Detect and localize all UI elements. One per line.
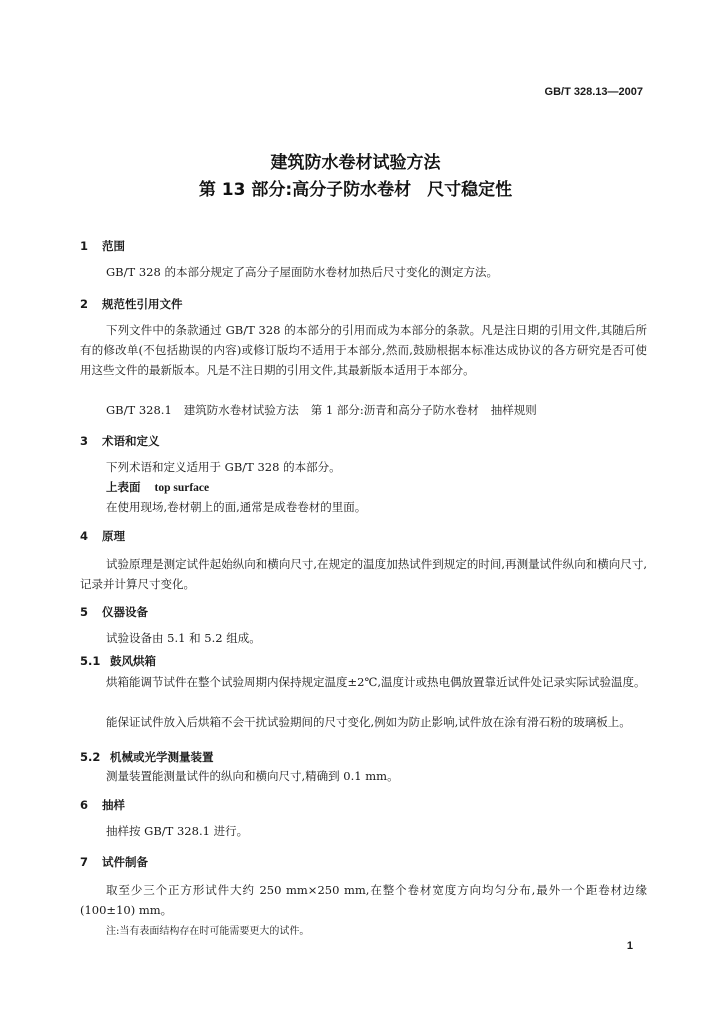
subsection-heading-5-2: 5.2 机械或光学测量装置: [80, 750, 214, 764]
section-2-body: 下列文件中的条款通过 GB/T 328 的本部分的引用而成为本部分的条款。凡是注日期的引用文件,其随后所有的修改单(不包括勘误的内容)或修订版均不适用于本部分,然而,鼓励根据本标准达成协议的各方研究是否可使用这些文件的最新版本。凡是不注日期的引用文件,其最新版本适用于本部分。: [80, 323, 647, 377]
subsection-5-2-paragraph: 测量装置能测量试件的纵向和横向尺寸,精确到 0.1 mm。: [106, 769, 399, 783]
section-heading-4: 4 原理: [80, 529, 125, 543]
subtitle-part: 第 13 部分:高分子防水卷材: [198, 180, 412, 200]
subsection-heading-5-1: 5.1 鼓风烘箱: [80, 654, 156, 668]
subtitle-topic: 尺寸稳定性: [427, 180, 513, 200]
normative-reference: GB/T 328.1 建筑防水卷材试验方法 第 1 部分:沥青和高分子防水卷材 抽样规则: [106, 403, 537, 417]
section-3-intro: 下列术语和定义适用于 GB/T 328 的本部分。: [106, 460, 341, 474]
section-heading-2: 2 规范性引用文件: [80, 297, 183, 311]
standard-code: GB/T 328.13—2007: [544, 86, 643, 98]
document-subtitle: [0, 175, 711, 200]
section-heading-1: 1 范围: [80, 239, 125, 253]
term-chinese: 上表面: [106, 480, 141, 494]
section-heading-5: 5 仪器设备: [80, 605, 148, 619]
section-7-body: 取至少三个正方形试件大约 250 mm×250 mm,在整个卷材宽度方向均匀分布,最外一个距卷材边缘(100±10) mm。: [80, 883, 647, 917]
section-heading-3: 3 术语和定义: [80, 434, 160, 448]
term-english: top surface: [154, 482, 210, 494]
section-6-body: 抽样按 GB/T 328.1 进行。: [106, 824, 249, 838]
page-number: 1: [626, 940, 633, 952]
section-heading-6: 6 抽样: [80, 798, 125, 812]
section-5-intro: 试验设备由 5.1 和 5.2 组成。: [106, 631, 261, 645]
subsection-5-1-paragraph-1: 烘箱能调节试件在整个试验周期内保持规定温度±2℃,温度计或热电偶放置靠近试件处记录实际试验温度。: [106, 675, 646, 689]
document-title: 建筑防水卷材试验方法: [270, 153, 441, 173]
subsection-5-1-paragraph-2: 能保证试件放入后烘箱不会干扰试验期间的尺寸变化,例如为防止影响,试件放在涂有滑石粉的玻璃板上。: [106, 715, 631, 729]
section-4-body: 试验原理是测定试件起始纵向和横向尺寸,在规定的温度加热试件到规定的时间,再测量试件纵向和横向尺寸,记录并计算尺寸变化。: [80, 557, 647, 591]
section-heading-7: 7 试件制备: [80, 855, 148, 869]
term-definition: 在使用现场,卷材朝上的面,通常是成卷卷材的里面。: [106, 500, 367, 514]
section-1-body: GB/T 328 的本部分规定了高分子屋面防水卷材加热后尺寸变化的测定方法。: [106, 265, 498, 279]
section-7-note: 注:当有表面结构存在时可能需要更大的试件。: [106, 926, 310, 937]
term-entry: [106, 479, 209, 495]
